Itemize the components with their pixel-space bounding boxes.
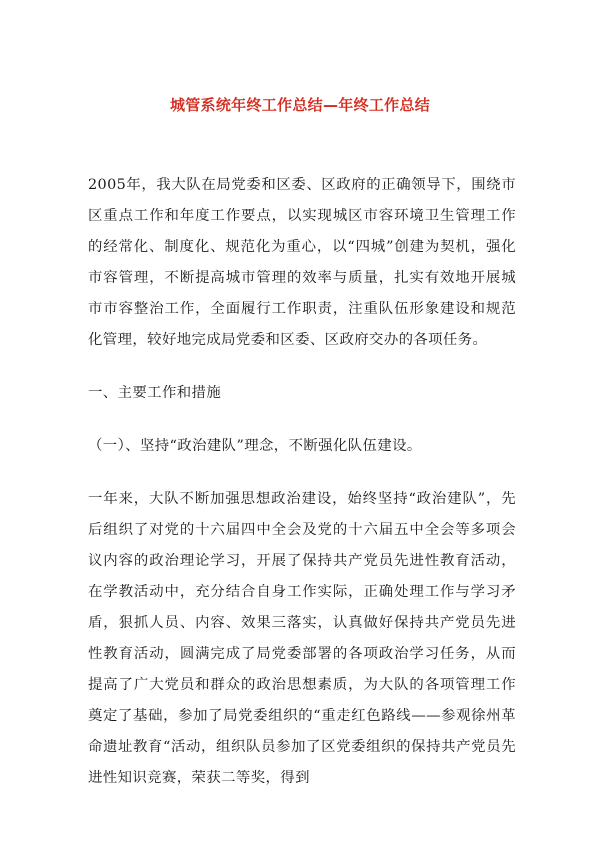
section-heading: 一、主要工作和措施 [88, 385, 222, 401]
document-body [88, 170, 516, 794]
body-paragraph: 一年来，大队不断加强思想政治建设，始终坚持“政治建队”，先后组织了对党的十六届四中全会及党的十六届五中全会等多项会议内容的政治理论学习，开展了保持共产党员先进性教育活动，在学教活动中，充分结合自身工作实际，正确处理工作与学习矛盾，狠抓人员、内容、效果三落实，认真做好保持共产党员先进性教育活动，圆满完成了局党委部署的各项政治学习任务，从而提高了广大党员和群众的政治思想素质，为大队的各项管理工作奠定了基础，参加了局党委组织的“重走红色路线——参观徐州革命遗址教育“活动，组织队员参加了区党委组织的保持共产党员先进性知识竞赛，荣获二等奖，得到 [88, 491, 516, 786]
intro-paragraph: 2005年，我大队在局党委和区委、区政府的正确领导下，围绕市区重点工作和年度工作要点，以实现城区市容环境卫生管理工作的经常化、制度化、规范化为重心，以“四城”创建为契机，强化市容管理，不断提高城市管理的效率与质量，扎实有效地开展城市市容整治工作，全面履行工作职责，注重队伍形象建设和规范化管理，较好地完成局党委和区委、区政府交办的各项任务。 [88, 177, 516, 348]
document-title: 城管系统年终工作总结—年终工作总结 [169, 96, 431, 114]
subsection-heading: （一）、坚持“政治建队”理念，不断强化队伍建设。 [88, 438, 422, 454]
